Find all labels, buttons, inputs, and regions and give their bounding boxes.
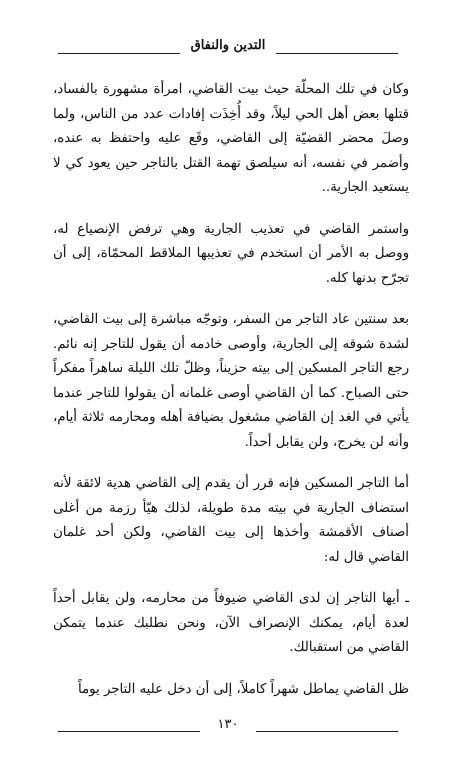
running-header — [58, 38, 398, 58]
paragraph: واستمر القاضي في تعذيب الجارية وهي ترفض الإنصياع له، ووصل به الأمر أن استخدم في تعذيبها الملاقط المحمّاة، إلى أن تجرّح بدنها كله. — [53, 221, 409, 286]
page-footer — [58, 717, 398, 737]
paragraph: ـ أيها التاجر إن لدى القاضي ضيوفاً من محارمه، ولن يقابل أحداً لعدة أيام، يمكنك الإنصراف الآن، ونحن نطلبك عندما يتمكن القاضي من استقبالك. — [53, 591, 409, 655]
header-rule-left — [58, 53, 180, 54]
header-rule-right — [276, 53, 398, 54]
paragraph: أما التاجر المسكين فإنه قرر أن يقدم إلى القاضي هدية لائقة لأنه استضاف الجارية في بيته مدة طويلة، لذلك هيّأ رزمة من أغلى أصناف الأقمشة وأخذها إلى بيت القاضي، ولكن أحد غلمان القاضي قال له: — [53, 476, 409, 565]
chapter-title: التدين والنفاق — [190, 38, 266, 53]
page-number: ١٣٠ — [217, 717, 239, 732]
paragraph: بعد سنتين عاد التاجر من السفر، وتوجّه مباشرة إلى بيت القاضي، لشدة شوقه إلى الجارية، وأوصى خادمه أن يقول للتاجر إنه نائم. رجع التاجر المسكين إلى بيته حزيناً، وظلّ تلك الليلة ساهراً مفكراً حتى الصباح. كما أن القاضي أوصى غلمانه أن يقولوا للتاجر عندما يأتي في الغد إن القاضي مشغول بضيافة أهله ومحارمه ثلاثة أيام، وأنه لن يخرج، ولن يقابل أحداً. — [53, 312, 409, 450]
footer-rule-right — [256, 731, 398, 732]
page-body — [53, 78, 409, 702]
paragraph: وكان في تلك المحلّة حيث بيت القاضي، امرأة مشهورة بالفساد، قتلها بعض أهل الحي ليلاً، وقد أُخِذَت إفادات عدد من الناس، ولما وصلَ محضر القضيّة إلى القاضي، وقَع عليه واحتفظ به عنده، وأضمر في نفسه، أنه سيلصق تهمة القتل بالتاجر حين يعود كي لا يستعيد الجارية.. — [53, 82, 409, 195]
paragraph: ظل القاضي يماطل شهراً كاملاً، إلى أن دخل عليه التاجر يوماً — [77, 681, 409, 697]
